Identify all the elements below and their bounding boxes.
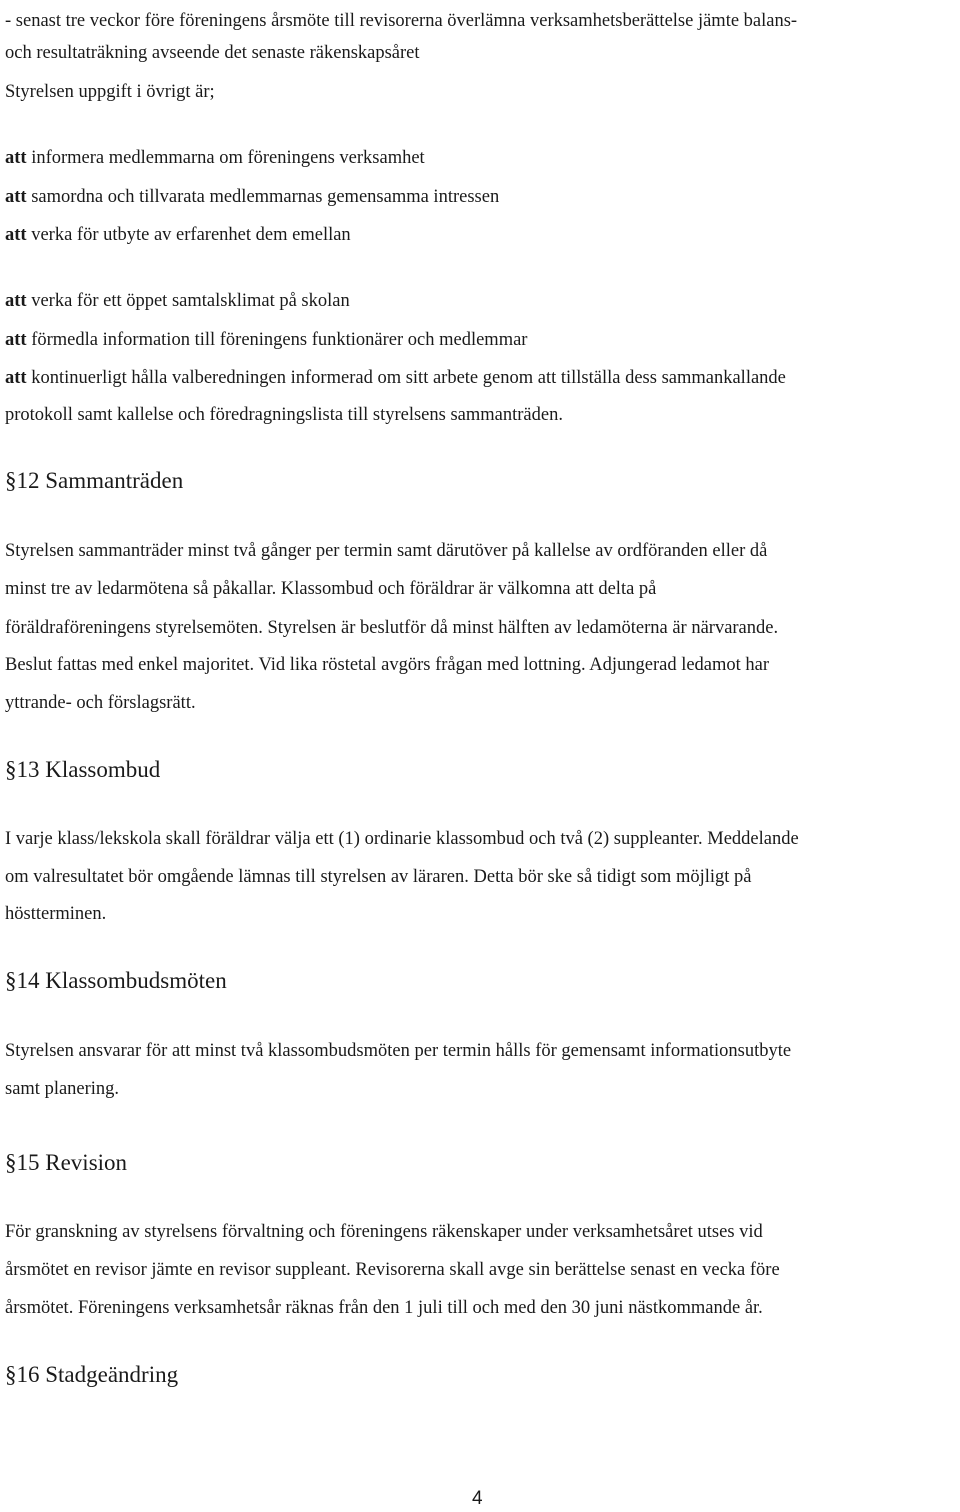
duty-item-text: samordna och tillvarata medlemmarnas gemensamma intressen (26, 187, 500, 207)
att-keyword: att (5, 187, 27, 207)
intro-line-1: - senast tre veckor före föreningens årsmöte till revisorerna överlämna verksamhetsberättelse jämte balans- (5, 11, 798, 31)
duties-lead: Styrelsen uppgift i övrigt är; (5, 82, 215, 102)
duty-item-text: kontinuerligt hålla valberedningen informerad om sitt arbete genom att tillställa dess sammankallande (26, 368, 786, 388)
section-heading-15: §15 Revision (5, 1150, 128, 1175)
duty-item-text: verka för ett öppet samtalsklimat på skolan (26, 291, 350, 311)
section-12-line-2: minst tre av ledarmötena så påkallar. Klassombud och föräldrar är välkomna att delta på (5, 579, 657, 599)
att-keyword: att (5, 330, 27, 350)
att-keyword: att (5, 368, 27, 388)
section-heading-16: §16 Stadgeändring (5, 1362, 179, 1387)
duty-item-6 (5, 367, 786, 389)
section-heading-14: §14 Klassombudsmöten (5, 968, 227, 993)
section-13-line-3: höstterminen. (5, 904, 107, 924)
duty-item-5 (5, 329, 527, 351)
section-15-line-3: årsmötet. Föreningens verksamhetsår räknas från den 1 juli till och med den 30 juni nästkommande år. (5, 1298, 763, 1318)
duty-item-text: verka för utbyte av erfarenhet dem emellan (26, 225, 351, 245)
att-keyword: att (5, 148, 27, 168)
section-heading-13: §13 Klassombud (5, 757, 161, 782)
duty-item-3 (5, 224, 351, 246)
section-12-line-5: yttrande- och förslagsrätt. (5, 693, 196, 713)
section-12-line-3: föräldraföreningens styrelsemöten. Styrelsen är beslutför då minst hälften av ledamöterna är närvarande. (5, 618, 779, 638)
section-15-line-2: årsmötet en revisor jämte en revisor suppleant. Revisorerna skall avge sin berättelse senast en vecka före (5, 1260, 780, 1280)
duty-item-4 (5, 290, 350, 312)
duty-item-1 (5, 147, 425, 169)
duty-item-6-continuation: protokoll samt kallelse och föredragningslista till styrelsens sammanträden. (5, 405, 563, 425)
att-keyword: att (5, 225, 27, 245)
section-14-line-2: samt planering. (5, 1079, 120, 1099)
section-12-line-4: Beslut fattas med enkel majoritet. Vid lika röstetal avgörs frågan med lottning. Adjungerad ledamot har (5, 655, 770, 675)
intro-line-2: och resultaträkning avseende det senaste räkenskapsåret (5, 43, 420, 63)
section-13-line-1: I varje klass/lekskola skall föräldrar välja ett (1) ordinarie klassombud och två (2) suppleanter. Meddelande (5, 829, 799, 849)
section-heading-12: §12 Sammanträden (5, 468, 184, 493)
duty-item-text: förmedla information till föreningens funktionärer och medlemmar (26, 330, 528, 350)
section-15-line-1: För granskning av styrelsens förvaltning och föreningens räkenskaper under verksamhetsåret utses vid (5, 1222, 763, 1242)
section-12-line-1: Styrelsen sammanträder minst två gånger per termin samt därutöver på kallelse av ordföranden eller då (5, 541, 768, 561)
duty-item-2 (5, 186, 499, 208)
section-13-line-2: om valresultatet bör omgående lämnas till styrelsen av läraren. Detta bör ske så tidigt som möjligt på (5, 867, 752, 887)
page-number: 4 (472, 1488, 483, 1509)
duty-item-text: informera medlemmarna om föreningens verksamhet (26, 148, 425, 168)
section-14-line-1: Styrelsen ansvarar för att minst två klassombudsmöten per termin hålls för gemensamt informationsutbyte (5, 1041, 792, 1061)
att-keyword: att (5, 291, 27, 311)
